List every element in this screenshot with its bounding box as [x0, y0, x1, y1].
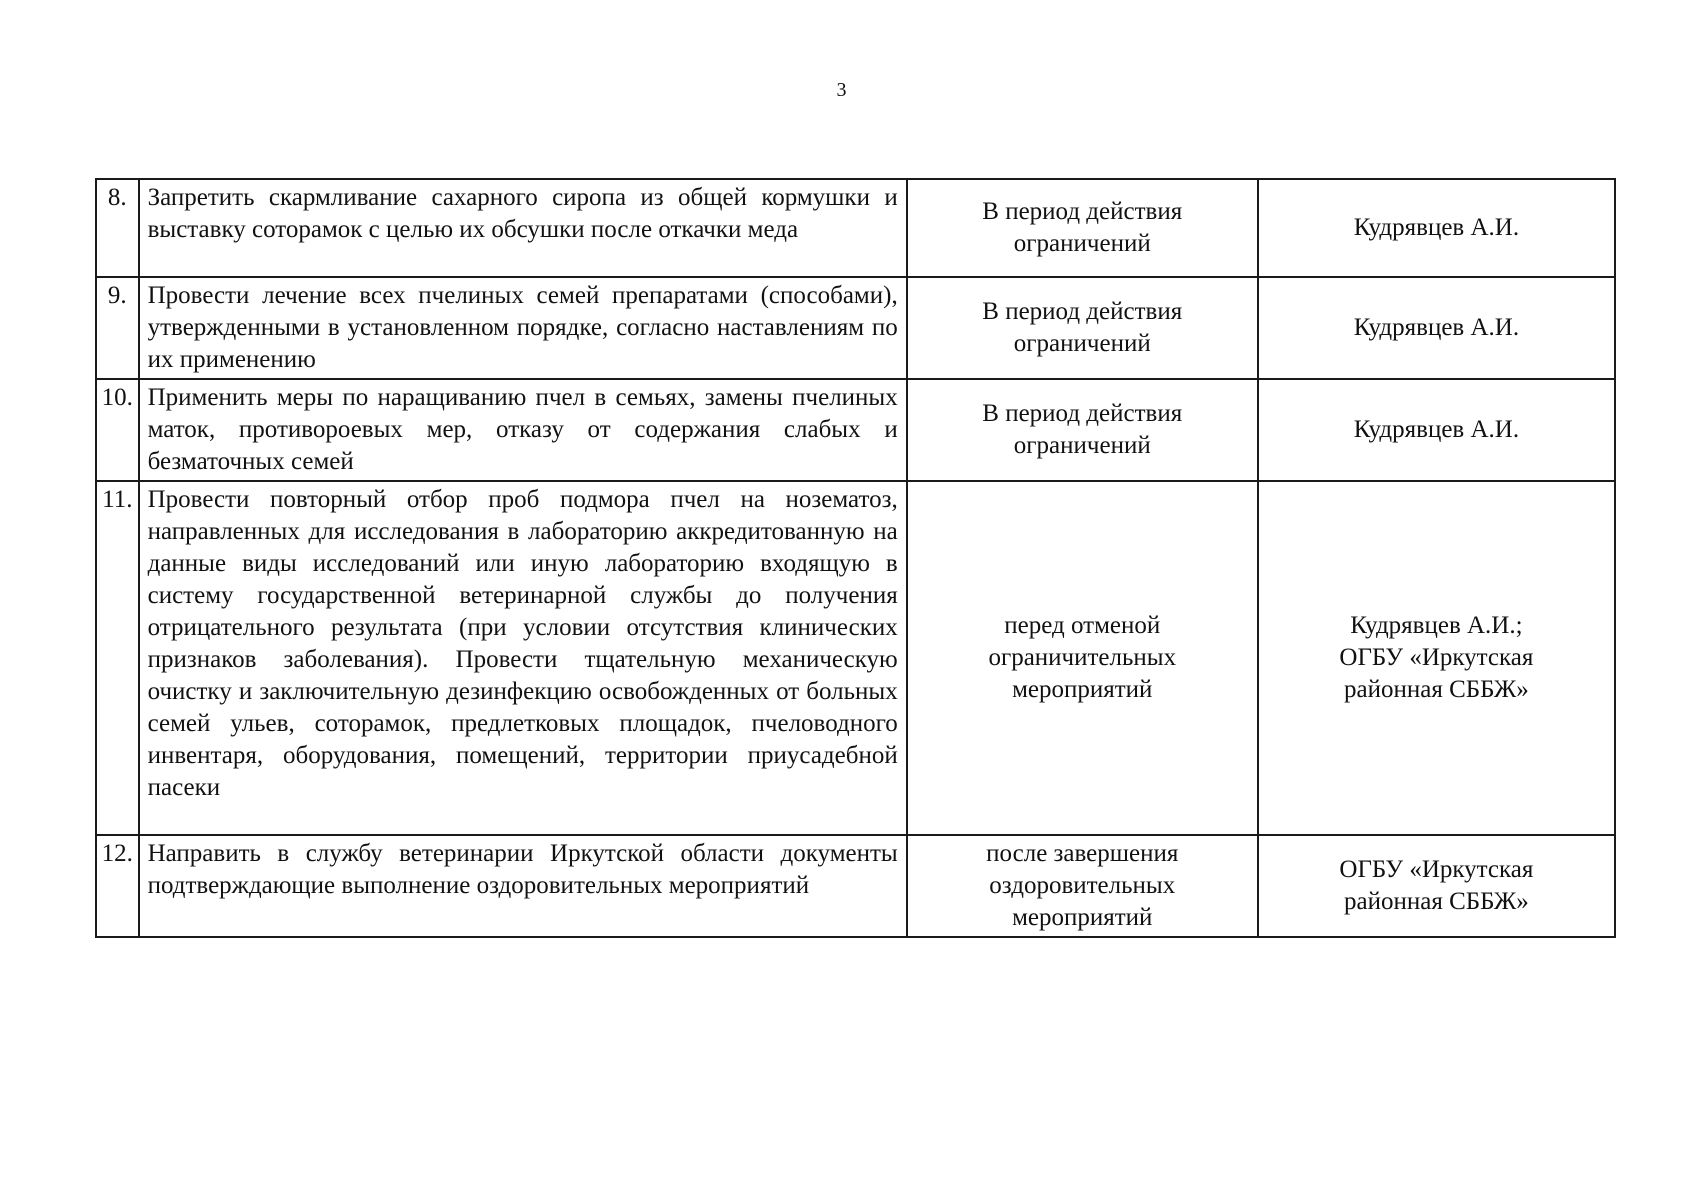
- table-row: [96, 481, 1615, 835]
- timing-line: перед отменой: [1004, 612, 1161, 639]
- responsible-cell: [1258, 379, 1615, 481]
- responsible-line: ОГБУ «Иркутская: [1339, 856, 1534, 883]
- timing-line: В период действия: [982, 298, 1183, 325]
- timing-line: ограничений: [1013, 432, 1151, 459]
- item-number: 11.: [96, 481, 139, 835]
- item-number: 12.: [96, 835, 139, 937]
- measure-text: Запретить скармливание сахарного сиропа из общей кормушки и выставку соторамок с целью их обсушки после откачки меда: [139, 179, 907, 277]
- timing-line: мероприятий: [1012, 904, 1153, 931]
- item-number: 9.: [96, 277, 139, 379]
- timing-line: ограничений: [1013, 230, 1151, 257]
- responsible-line: Кудрявцев А.И.: [1353, 416, 1520, 443]
- responsible-line: районная СББЖ»: [1344, 888, 1529, 915]
- responsible-line: районная СББЖ»: [1344, 676, 1529, 703]
- measure-text: Провести лечение всех пчелиных семей препаратами (способами), утвержденными в установленном порядке, согласно наставлениям по их применению: [139, 277, 907, 379]
- table-row: [96, 379, 1615, 481]
- responsible-cell: [1258, 179, 1615, 277]
- timing-line: ограничений: [1013, 330, 1151, 357]
- responsible-cell: [1258, 277, 1615, 379]
- item-number: 10.: [96, 379, 139, 481]
- timing-cell: [907, 179, 1258, 277]
- timing-line: мероприятий: [1012, 676, 1153, 703]
- timing-cell: [907, 379, 1258, 481]
- timing-line: оздоровительных: [989, 872, 1176, 899]
- responsible-cell: [1258, 835, 1615, 937]
- measure-text: Провести повторный отбор проб подмора пчел на нозематоз, направленных для исследования в лабораторию аккредитованную на данные виды исследований или иную лабораторию входящую в систему государственной ветеринарной службы до получения отрицательного результата (при условии отсутствия клинических признаков заболевания). Провести тщательную механическую очистку и заключительную дезинфекцию освобожденных от больных семей ульев, соторамок, предлетковых площадок, пчеловодного инвентаря, оборудования, помещений, территории приусадебной пасеки: [139, 481, 907, 835]
- timing-cell: [907, 835, 1258, 937]
- table-row: [96, 277, 1615, 379]
- page-number: 3: [836, 79, 847, 101]
- responsible-line: Кудрявцев А.И.;: [1350, 612, 1523, 639]
- item-number: 8.: [96, 179, 139, 277]
- measure-text: Применить меры по наращиванию пчел в семьях, замены пчелиных маток, противороевых мер, отказу от содержания слабых и безматочных семей: [139, 379, 907, 481]
- timing-cell: [907, 277, 1258, 379]
- responsible-line: Кудрявцев А.И.: [1353, 214, 1520, 241]
- timing-line: В период действия: [982, 400, 1183, 427]
- measures-table: [95, 178, 1616, 938]
- timing-cell: [907, 481, 1258, 835]
- timing-line: после завершения: [986, 840, 1179, 867]
- responsible-line: Кудрявцев А.И.: [1353, 314, 1520, 341]
- measure-text: Направить в службу ветеринарии Иркутской области документы подтверждающие выполнение оздоровительных мероприятий: [139, 835, 907, 937]
- responsible-cell: [1258, 481, 1615, 835]
- responsible-line: ОГБУ «Иркутская: [1339, 644, 1534, 671]
- table-row: [96, 179, 1615, 277]
- table-row: [96, 835, 1615, 937]
- timing-line: В период действия: [982, 198, 1183, 225]
- timing-line: ограничительных: [988, 644, 1177, 671]
